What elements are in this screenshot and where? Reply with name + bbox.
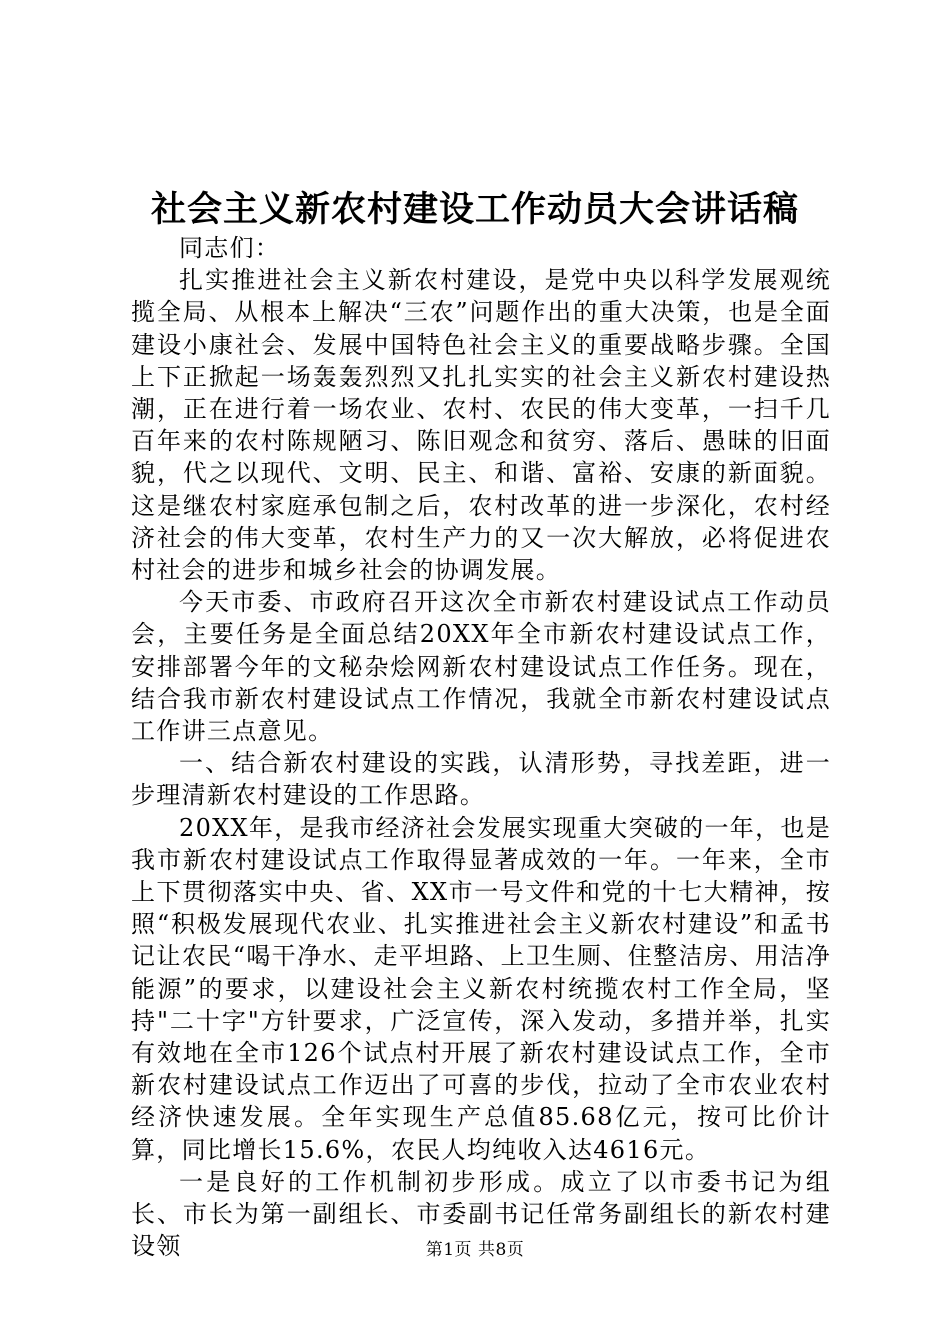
body-paragraph: 一是良好的工作机制初步形成。成立了以市委书记为组长、市长为第一副组长、市委副书记任常务副组长的新农村建设领: [131, 1167, 831, 1261]
section-heading: 一、结合新农村建设的实践，认清形势，寻找差距，进一步理清新农村建设的工作思路。: [131, 749, 831, 810]
document-body: [131, 232, 831, 1263]
body-paragraph: 今天市委、市政府召开这次全市新农村建设试点工作动员会，主要任务是全面总结20XX年全市新农村建设试点工作，安排部署今年的文秘杂烩网新农村建设试点工作任务。现在，结合我市新农村建设试点工作情况，我就全市新农村建设试点工作讲三点意见。: [131, 588, 831, 746]
salutation-paragraph: 同志们：: [179, 234, 281, 262]
body-paragraph: 扎实推进社会主义新农村建设，是党中央以科学发展观统揽全局、从根本上解决“三农”问题作出的重大决策，也是全面建设小康社会、发展中国特色社会主义的重要战略步骤。全国上下正掀起一场轰轰烈烈又扎扎实实的社会主义新农村建设热潮，正在进行着一场农业、农村、农民的伟大变革，一扫千几百年来的农村陈规陋习、陈旧观念和贫穷、落后、愚昧的旧面貌，代之以现代、文明、民主、和谐、富裕、安康的新面貌。这是继农村家庭承包制之后，农村改革的进一步深化，农村经济社会的伟大变革，农村生产力的又一次大解放，必将促进农村社会的进步和城乡社会的协调发展。: [131, 266, 831, 585]
document-title: 社会主义新农村建设工作动员大会讲话稿: [150, 189, 799, 230]
body-paragraph: 20XX年，是我市经济社会发展实现重大突破的一年，也是我市新农村建设试点工作取得显著成效的一年。一年来，全市上下贯彻落实中央、省、XX市一号文件和党的十七大精神，按照“积极发展现代农业、扎实推进社会主义新农村建设”和孟书记让农民“喝干净水、走平坦路、上卫生厕、住整洁房、用洁净能源”的要求，以建设社会主义新农村统揽农村工作全局，坚持"二十字"方针要求，广泛宣传，深入发动，多措并举，扎实有效地在全市126个试点村开展了新农村建设试点工作，全市新农村建设试点工作迈出了可喜的步伐，拉动了全市农业农村经济快速发展。全年实现生产总值85.68亿元，按可比价计算，同比增长15.6%，农民人均纯收入达4616元。: [131, 813, 831, 1164]
page-number-footer: 第1页 共8页: [425, 1240, 525, 1260]
